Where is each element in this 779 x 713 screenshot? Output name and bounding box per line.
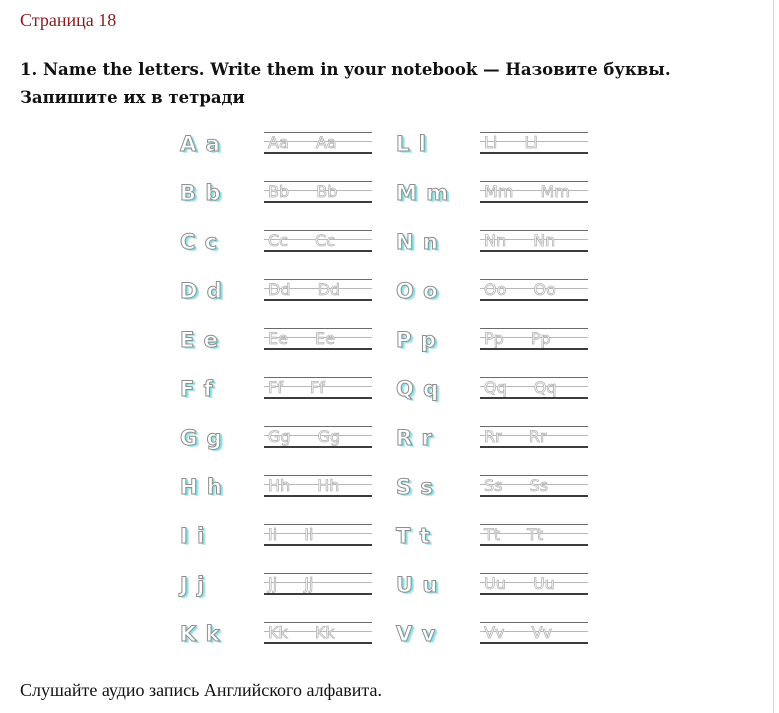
handwriting-lines [480,369,588,409]
handwriting-lines [480,173,588,213]
tracing-letters: Hh Hh [268,476,340,495]
audio-instruction-text: Слушайте аудио запись Английского алфавита. [20,680,382,700]
handwriting-lines [264,222,372,262]
letter-row [172,320,382,360]
handwriting-lines [480,418,588,458]
letter-row [388,565,598,605]
letter-row [388,222,598,262]
tracing-letters: Ll Ll [484,133,538,152]
letter-pair: F f [180,377,214,401]
letter-row [172,222,382,262]
letter-pair: D d [180,279,223,303]
letter-row [172,516,382,556]
letter-pair: I i [180,524,206,548]
tracing-letters: Uu Uu [484,574,555,593]
tracing-letters: Aa Aa [268,133,337,152]
tracing-letters: Ii Ii [268,525,314,544]
handwriting-lines [264,173,372,213]
tracing-letters: Mm Mm [484,182,570,201]
letter-pair: C c [180,230,219,254]
handwriting-lines [480,124,588,164]
handwriting-lines [264,124,372,164]
letter-row [388,320,598,360]
letter-pair: J j [180,573,206,597]
letter-row [388,614,598,654]
letter-row [388,124,598,164]
tracing-letters: Qq Qq [484,378,557,397]
letter-row [172,614,382,654]
letter-row [172,173,382,213]
letter-row [388,369,598,409]
alphabet-worksheet-image [172,124,592,660]
letter-pair: A a [180,132,221,156]
tracing-letters: Ss Ss [484,476,549,495]
handwriting-lines [264,369,372,409]
letter-pair: T t [396,524,431,548]
letter-pair: G g [180,426,223,450]
tracing-letters: Ee Ee [268,329,335,348]
letter-pair: N n [396,230,439,254]
handwriting-lines [480,271,588,311]
tracing-letters: Kk Kk [268,623,335,642]
letter-row [388,271,598,311]
handwriting-lines [264,320,372,360]
letter-row [172,369,382,409]
handwriting-lines [480,222,588,262]
letter-pair: S s [396,475,434,499]
letter-row [172,565,382,605]
letter-row [388,467,598,507]
letter-row [172,271,382,311]
letter-pair: Q q [396,377,440,401]
handwriting-lines [480,516,588,556]
letter-pair: M m [396,181,450,205]
letter-pair: B b [180,181,222,205]
letter-row [388,173,598,213]
letter-pair: V v [396,622,437,646]
handwriting-lines [264,467,372,507]
letter-row [172,124,382,164]
tracing-letters: Jj Jj [268,574,314,593]
page-right-border [773,0,774,713]
handwriting-lines [264,271,372,311]
tracing-letters: Rr Rr [484,427,547,446]
letter-pair: E e [180,328,219,352]
letter-pair: H h [180,475,223,499]
page-number-link[interactable]: Страница 18 [20,10,117,30]
handwriting-lines [480,320,588,360]
tracing-letters: Bb Bb [268,182,338,201]
letter-pair: L l [396,132,427,156]
letter-pair: U u [396,573,439,597]
letter-pair: K k [180,622,221,646]
tracing-letters: Ff Ff [268,378,325,397]
tracing-letters: Oo Oo [484,280,556,299]
handwriting-lines [480,565,588,605]
handwriting-lines [480,614,588,654]
tracing-letters: Nn Nn [484,231,556,250]
letter-row [172,418,382,458]
handwriting-lines [264,418,372,458]
letter-pair: O o [396,279,439,303]
handwriting-lines [264,565,372,605]
exercise-heading: 1. Name the letters. Write them in your notebook — Назовите буквы. Запишите их в тетради [20,60,671,107]
tracing-letters: Tt Tt [484,525,544,544]
handwriting-lines [480,467,588,507]
tracing-letters: Pp Pp [484,329,551,348]
letter-row [388,516,598,556]
tracing-letters: Vv Vv [484,623,552,642]
letter-row [388,418,598,458]
handwriting-lines [264,516,372,556]
tracing-letters: Dd Dd [268,280,341,299]
letter-pair: R r [396,426,433,450]
letter-row [172,467,382,507]
letter-pair: P p [396,328,437,352]
tracing-letters: Cc Cc [268,231,336,250]
tracing-letters: Gg Gg [268,427,341,446]
handwriting-lines [264,614,372,654]
